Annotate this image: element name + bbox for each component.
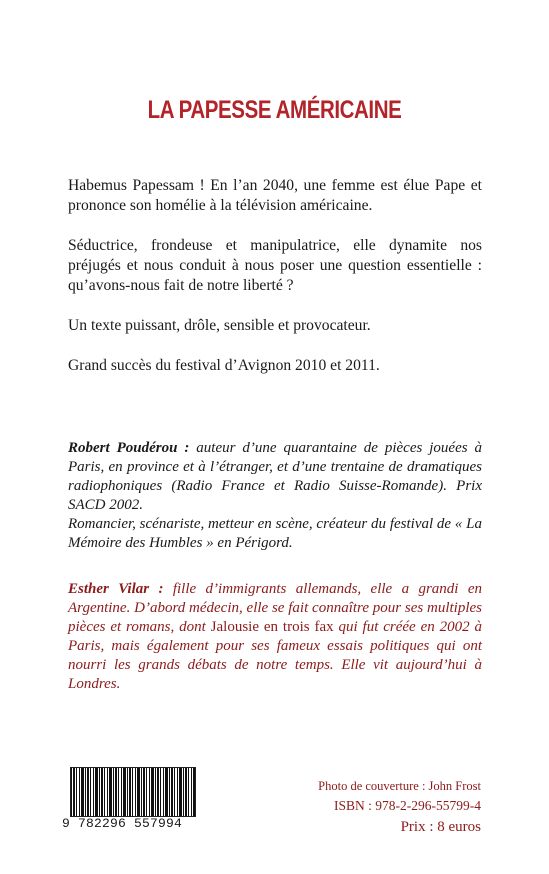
author-bio-robert-pouderou bbox=[68, 439, 482, 553]
bio2-paragraph bbox=[68, 580, 482, 694]
isbn-barcode bbox=[62, 767, 196, 831]
blurb-paragraph-3: Un texte puissant, drôle, sensible et provocateur. bbox=[68, 317, 371, 334]
blurb-paragraph-1: Habemus Papessam ! En l’an 2040, une femme est élue Pape et prononce son homélie à la télévision américaine. bbox=[68, 177, 482, 214]
publication-info bbox=[318, 777, 481, 838]
bio2-work-title: Jalousie en trois fax bbox=[210, 619, 334, 635]
photo-credit: Photo de couverture : John Frost bbox=[318, 779, 481, 793]
author-bio-esther-vilar bbox=[68, 580, 482, 694]
bio1-paragraph-2: Romancier, scénariste, metteur en scène, créateur du festival de « La Mémoire des Humbles » en Périgord. bbox=[68, 516, 482, 551]
barcode-digits: 9 782296 557994 bbox=[62, 816, 183, 831]
isbn-number: ISBN : 978-2-296-55799-4 bbox=[334, 798, 481, 813]
blurb-paragraph-2: Séductrice, frondeuse et manipulatrice, elle dynamite nos préjugés et nous conduit à nous poser une question essentielle : qu’avons-nous fait de notre liberté ? bbox=[68, 237, 482, 294]
barcode-bars bbox=[70, 767, 196, 817]
bio1-text: auteur d’une quarantaine de pièces jouées à Paris, en province et à l’étranger, et d’une trentaine de dramatiques radiophoniques (Radio France et Radio Suisse-Romande). Prix SACD 2002. bbox=[68, 440, 482, 513]
book-title: LA PAPESSE AMÉRICAINE bbox=[147, 96, 402, 124]
bio2-text-a: fille d’immigrants allemands, elle a grandi en Argentine. D’abord médecin, elle se fait connaître pour ses multiples pièces et romans, dont bbox=[68, 581, 482, 635]
blurb-paragraph-4: Grand succès du festival d’Avignon 2010 et 2011. bbox=[68, 357, 380, 374]
bio2-name: Esther Vilar : bbox=[68, 581, 164, 597]
bio1-name: Robert Poudérou : bbox=[68, 440, 190, 456]
back-cover-blurb bbox=[68, 176, 482, 396]
bio2-text-b: qui fut créée en 2002 à Paris, mais également pour ses fameux essais politiques qui ont nourri les grands débats de notre temps. Elle vit aujourd’hui à Londres. bbox=[68, 619, 482, 692]
price: Prix : 8 euros bbox=[400, 819, 481, 835]
bio1-paragraph bbox=[68, 439, 482, 515]
